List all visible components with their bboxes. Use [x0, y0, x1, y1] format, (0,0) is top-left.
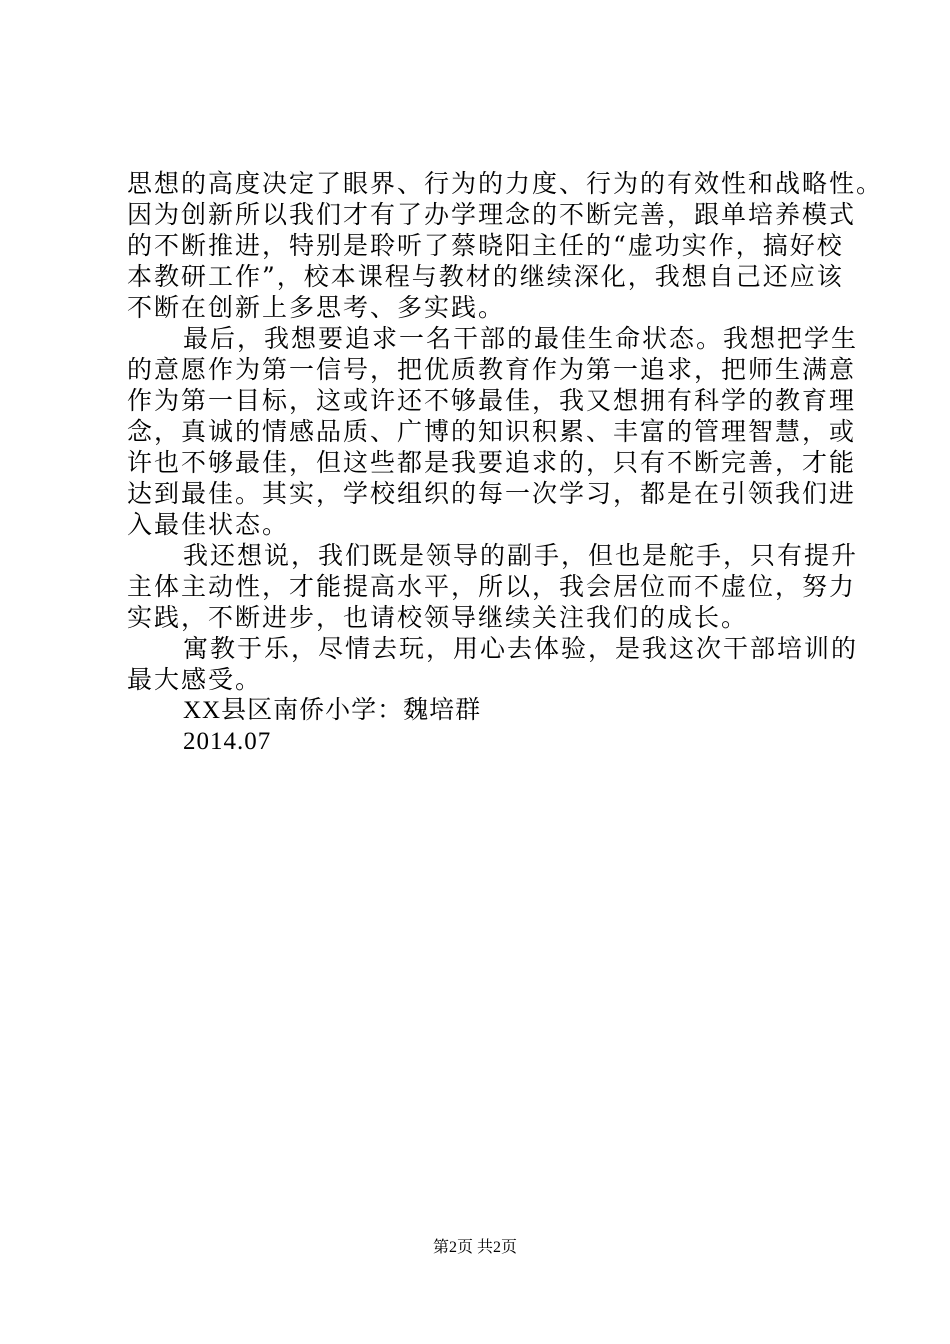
- text-line: 的不断推进，特别是聆听了蔡晓阳主任的“虚功实作，搞好校: [127, 231, 844, 260]
- text-line: 不断在创新上多思考、多实践。: [127, 293, 506, 322]
- text-line: 作为第一目标，这或许还不够最佳，我又想拥有科学的教育理: [127, 386, 857, 415]
- text-line: 念，真诚的情感品质、广博的知识积累、丰富的管理智慧，或: [127, 417, 857, 446]
- text-line: 因为创新所以我们才有了办学理念的不断完善，跟单培养模式: [127, 200, 857, 229]
- text-line: 许也不够最佳，但这些都是我要追求的，只有不断完善，才能: [127, 448, 857, 477]
- text-line: 的意愿作为第一信号，把优质教育作为第一追求，把师生满意: [127, 355, 857, 384]
- text-line: 实践，不断进步，也请校领导继续关注我们的成长。: [127, 603, 749, 632]
- text-line: 入最佳状态。: [127, 510, 290, 539]
- paragraph-start-line: 我还想说，我们既是领导的副手，但也是舵手，只有提升: [183, 541, 859, 570]
- text-line: 最大感受。: [127, 665, 263, 694]
- text-line: 思想的高度决定了眼界、行为的力度、行为的有效性和战略性。: [127, 169, 884, 198]
- text-line: 主体主动性，才能提高水平，所以，我会居位而不虚位，努力: [127, 572, 857, 601]
- document-date: 2014.07: [183, 728, 272, 755]
- page-number-footer: 第2页 共2页: [432, 1239, 517, 1256]
- paragraph-start-line: 最后，我想要追求一名干部的最佳生命状态。我想把学生: [183, 324, 859, 353]
- text-line: 本教研工作”，校本课程与教材的继续深化，我想自己还应该: [127, 262, 844, 291]
- author-signature: XX县区南侨小学：魏培群: [183, 697, 482, 724]
- document-body: [127, 168, 884, 757]
- text-line: 达到最佳。其实，学校组织的每一次学习，都是在引领我们进: [127, 479, 857, 508]
- paragraph-start-line: 寓教于乐，尽情去玩，用心去体验，是我这次干部培训的: [183, 634, 859, 663]
